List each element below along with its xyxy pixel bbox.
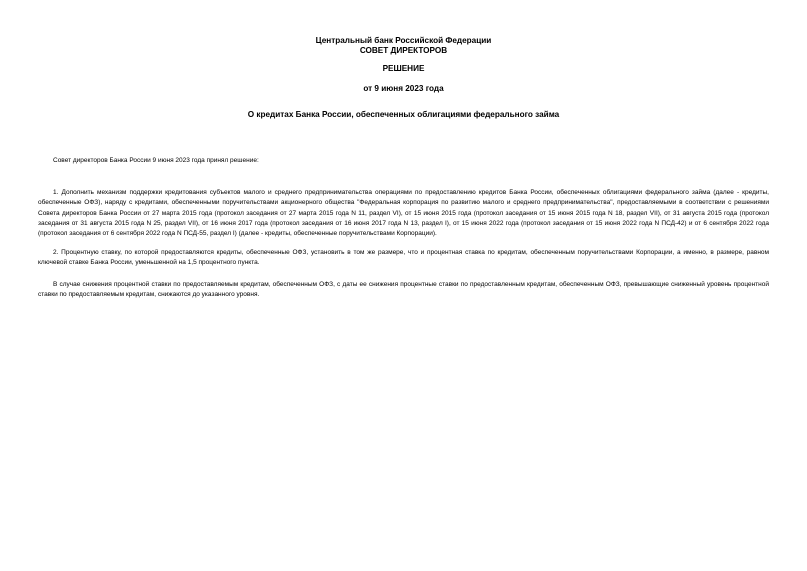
paragraph-3: В случае снижения процентной ставки по предоставляемым кредитам, обеспеченным ОФЗ, с даты ее снижения процентные ставки по предоставленным кредитам, обеспеченным ОФЗ, превышающие сниженный уровень процентной ставки по предоставляемым кредитам, снижаются до указанного уровня. (38, 281, 769, 299)
document-date: от 9 июня 2023 года (363, 84, 444, 93)
spacer (0, 56, 807, 64)
organization-name: Центральный банк Российской Федерации (315, 36, 492, 45)
paragraph-2: 2. Процентную ставку, по которой предоставляются кредиты, обеспеченные ОФЗ, установить в том же размере, что и процентная ставка по кредитам, обеспеченным поручительствами Корпорации, а именно, в размере, равном ключевой ставке Банка России, уменьшенной на 1,5 процентного пункта. (38, 249, 769, 267)
spacer (0, 94, 807, 110)
board-name: СОВЕТ ДИРЕКТОРОВ (359, 46, 448, 55)
spacer (0, 74, 807, 84)
document-header (0, 36, 807, 120)
paragraph-1: 1. Дополнить механизм поддержки кредитования субъектов малого и среднего предпринимательства операциями по предоставлению кредитов Банка России, обеспеченных облигациями федерального займа (далее - кредиты, обеспеченные ОФЗ), наряду с кредитами, обеспеченными поручительствами акционерного общества "Федеральная корпорация по развитию малого и среднего предпринимательства", предоставляемыми в соответствии с решениями Совета директоров Банка России от 27 марта 2015 года (протокол заседания от 27 марта 2015 года N 11, раздел VI), от 15 июня 2015 года (протокол заседания от 15 июня 2015 года N 18, раздел VII), от 31 августа 2015 года (протокол заседания от 31 августа 2015 года N 25, раздел VII), от 16 июня 2017 года (протокол заседания от 16 июня 2017 года N 13, раздел I), от 15 июня 2022 года (протокол заседания от 15 июня 2022 года N ПСД-42) и от 6 сентября 2022 года (протокол заседания от 6 сентября 2022 года N ПСД-55, раздел I) (далее - кредиты, обеспеченные поручительствами Корпорации). (38, 189, 769, 238)
intro-paragraph: Совет директоров Банка России 9 июня 2023 года принял решение: (53, 157, 259, 164)
document-title: О кредитах Банка России, обеспеченных облигациями федерального займа (247, 110, 560, 119)
document-type: РЕШЕНИЕ (382, 64, 425, 73)
